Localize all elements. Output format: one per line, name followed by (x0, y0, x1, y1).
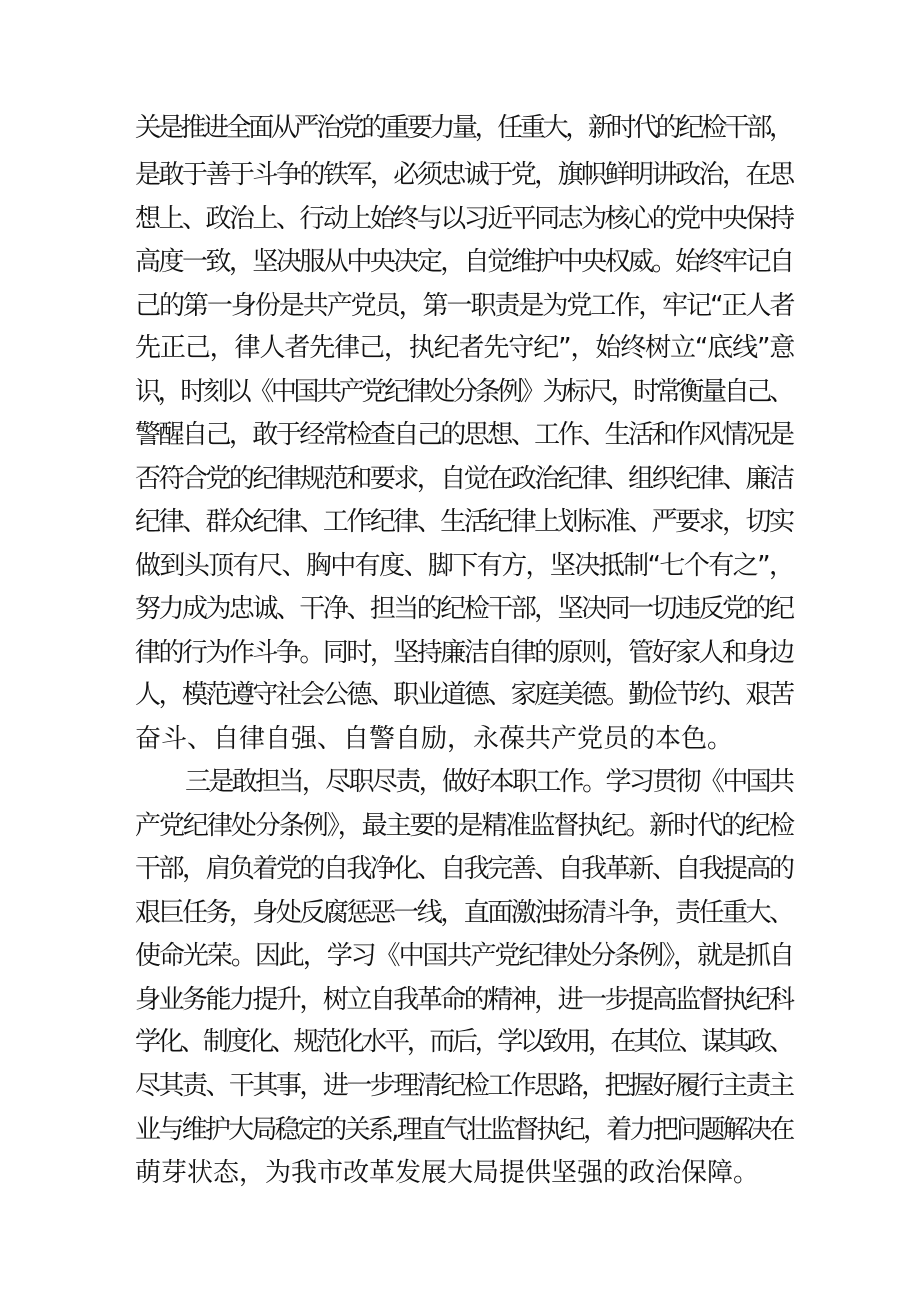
text-line: 警醒自己，敢于经常检查自己的思想、工作、生活和作风情况是 (135, 420, 793, 450)
text-line: 奋斗、自律自强、自警自励，永葆共产党员的本色。 (135, 724, 734, 754)
text-line: 否符合党的纪律规范和要求，自觉在政治纪律、组织纪律、廉洁 (135, 464, 793, 494)
text-line: 己的第一身份是共产党员，第一职责是为党工作，牢记“正人者 (135, 291, 794, 321)
text-line: 做到头顶有尺、胸中有度、脚下有方，坚决抵制“七个有之”， (135, 551, 794, 581)
text-line: 学化、制度化、规范化水平，而后，学以致用，在其位、谋其政、 (135, 1027, 792, 1057)
text-line: 产党纪律处分条例》，最主要的是精准监督执纪。新时代的纪检 (135, 811, 793, 841)
text-line: 尽其责、干其事，进一步理清纪检工作思路，把握好履行主责主 (135, 1071, 793, 1101)
text-line: 关是推进全面从严治党的重要力量，任重大，新时代的纪检干部， (135, 113, 792, 143)
text-line: 是敢于善于斗争的铁军，必须忠诚于党，旗帜鲜明讲政治，在思 (135, 160, 793, 190)
text-line: 律的行为作斗争。同时，坚持廉洁自律的原则，管好家人和身边 (135, 638, 793, 668)
text-line: 干部，肩负着党的自我净化、自我完善、自我革新、自我提高的 (135, 854, 793, 884)
text-line: 人，模范遵守社会公德、职业道德、家庭美德。勤俭节约、艰苦 (135, 680, 793, 710)
text-line: 高度一致，坚决服从中央决定，自觉维护中央权威。始终牢记自 (135, 247, 793, 277)
text-line: 识，时刻以《中国共产党纪律处分条例》为标尺，时常衡量自己、 (135, 377, 792, 407)
text-line: 萌芽状态，为我市改革发展大局提供坚强的政治保障。 (135, 1158, 760, 1188)
text-line: 努力成为忠诚、干净、担当的纪检干部，坚决同一切违反党的纪 (135, 594, 793, 624)
text-line: 业与维护大局稳定的关系,理直气壮监督执纪，着力把问题解决在 (135, 1115, 793, 1145)
text-line: 使命光荣。因此，学习《中国共产党纪律处分条例》，就是抓自 (135, 941, 793, 971)
text-line: 先正己，律人者先律己，执纪者先守纪”，始终树立“底线”意 (135, 333, 795, 363)
text-line: 艰巨任务，身处反腐惩恶一线，直面激浊扬清斗争，责任重大、 (135, 898, 793, 928)
text-line: 想上、政治上、行动上始终与以习近平同志为核心的党中央保持 (135, 204, 793, 234)
paragraph-first-line: 三是敢担当，尽职尽责，做好本职工作。学习贯彻《中国共 (185, 767, 793, 797)
text-line: 纪律、群众纪律、工作纪律、生活纪律上划标准、严要求，切实 (135, 507, 793, 537)
text-line: 身业务能力提升，树立自我革命的精神，进一步提高监督执纪科 (135, 985, 793, 1015)
